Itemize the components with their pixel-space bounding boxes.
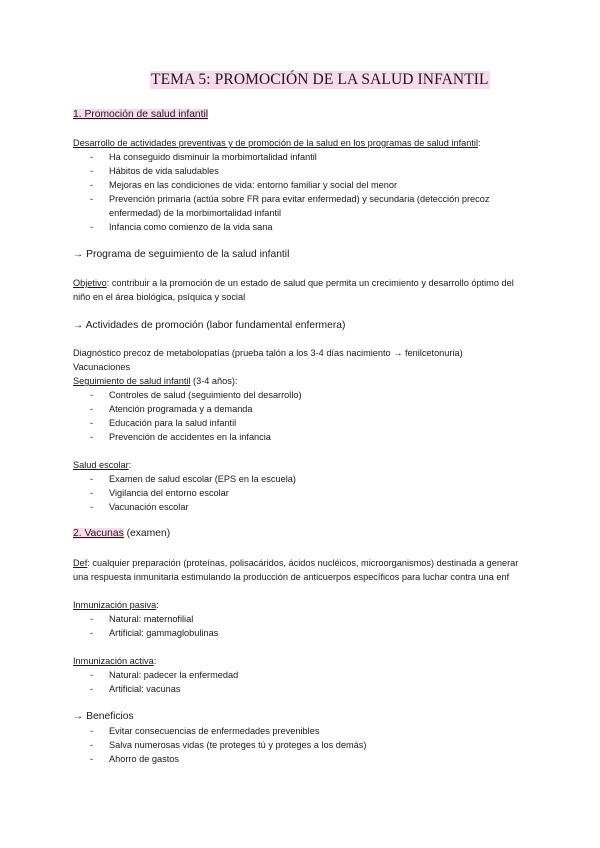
escolar-colon: : (128, 460, 132, 470)
list-item: - Salva numerosas vidas (te proteges tú y proteges a los demás) (73, 738, 366, 752)
page-title: TEMA 5: PROMOCIÓN DE LA SALUD INFANTIL (151, 71, 489, 88)
list-item: - Hábitos de vida saludables (73, 164, 489, 178)
intro-label: Desarrollo de actividades preventivas y de promoción de la salud en los programas de salud infantil (73, 138, 478, 148)
intro-list-end (73, 220, 272, 234)
list-item-continuation: enfermedad) de la morbimortalidad infantil (109, 208, 282, 218)
list-item: - Examen de salud escolar (EPS en la escuela) (73, 472, 296, 486)
list-item: - Artificial: vacunas (73, 682, 238, 696)
pasiva-heading (73, 598, 159, 612)
seguimiento-rest: (3-4 años): (190, 376, 238, 386)
list-item: - Infancia como comienzo de la vida sana (73, 220, 272, 234)
pasiva-colon: : (156, 600, 159, 610)
vacunaciones-line: Vacunaciones (73, 362, 131, 372)
def-text: : cualquier preparación (proteínas, polisacáridos, ácidos nucléicos, microorganismos) destinada a generar (87, 558, 519, 568)
escolar-heading (73, 458, 131, 472)
beneficios-heading: → Beneficios (73, 711, 134, 722)
seguimiento-label: Seguimiento de salud infantil (73, 376, 191, 386)
list-item: - Artificial: gammaglobulinas (73, 626, 218, 640)
section-2-heading-rest: (examen) (123, 528, 171, 539)
objetivo-line-2: niño en el área biológica, psíquica y social (73, 292, 246, 302)
list-item: - Evitar consecuencias de enfermedades prevenibles (73, 724, 366, 738)
pasiva-list (73, 612, 218, 640)
intro-list (73, 150, 489, 206)
list-item: - Educación para la salud infantil (73, 416, 302, 430)
list-item: - Vacunación escolar (73, 500, 296, 514)
list-item: - Ahorro de gastos (73, 752, 366, 766)
list-item: - Mejoras en las condiciones de vida: entorno familiar y social del menor (73, 178, 489, 192)
def-line-2: una respuesta inmunitaria estimulando la producción de anticuerpos específicos para luchar contra una enf (73, 572, 510, 582)
list-item: - Natural: padecer la enfermedad (73, 668, 238, 682)
list-item: - Prevención de accidentes en la infancia (73, 430, 302, 444)
seguimiento-list (73, 388, 302, 444)
objetivo-line (73, 276, 514, 290)
objetivo-text: : contribuir a la promoción de un estado de salud que permita un crecimiento y desarrollo óptimo del (106, 278, 514, 288)
activa-list (73, 668, 238, 696)
diagnostico-line: Diagnóstico precoz de metabolopatías (prueba talón a los 3-4 días nacimiento → fenilcetonuria) (73, 348, 463, 358)
intro-colon: : (478, 138, 481, 148)
list-item: - Controles de salud (seguimiento del desarrollo) (73, 388, 302, 402)
actividades-heading: → Actividades de promoción (labor fundamental enfermera) (73, 320, 346, 331)
list-item: - Ha conseguido disminuir la morbimortalidad infantil (73, 150, 489, 164)
objetivo-label: Objetivo (73, 278, 107, 288)
list-item: - Prevención primaria (actúa sobre FR para evitar enfermedad) y secundaria (detección precoz (73, 192, 489, 206)
section-2-heading (73, 527, 170, 541)
list-item: - Atención programada y a demanda (73, 402, 302, 416)
escolar-label: Salud escolar (73, 460, 129, 470)
programa-heading: → Programa de seguimiento de la salud infantil (73, 249, 290, 260)
section-2-heading-text: 2. Vacunas (73, 528, 124, 539)
escolar-list (73, 472, 296, 514)
activa-colon: : (153, 656, 157, 666)
section-1-heading (73, 108, 208, 122)
activa-label: Inmunización activa (73, 656, 154, 666)
def-line (73, 556, 518, 570)
list-item: - Natural: maternofilial (73, 612, 218, 626)
activa-heading (73, 654, 156, 668)
seguimiento-heading (73, 374, 237, 388)
def-label: Def (73, 558, 88, 568)
section-1-heading-text: 1. Promoción de salud infantil (73, 109, 209, 120)
pasiva-label: Inmunización pasiva (73, 600, 157, 610)
beneficios-list (73, 724, 366, 766)
list-item: - Vigilancia del entorno escolar (73, 486, 296, 500)
intro-line (73, 136, 481, 150)
